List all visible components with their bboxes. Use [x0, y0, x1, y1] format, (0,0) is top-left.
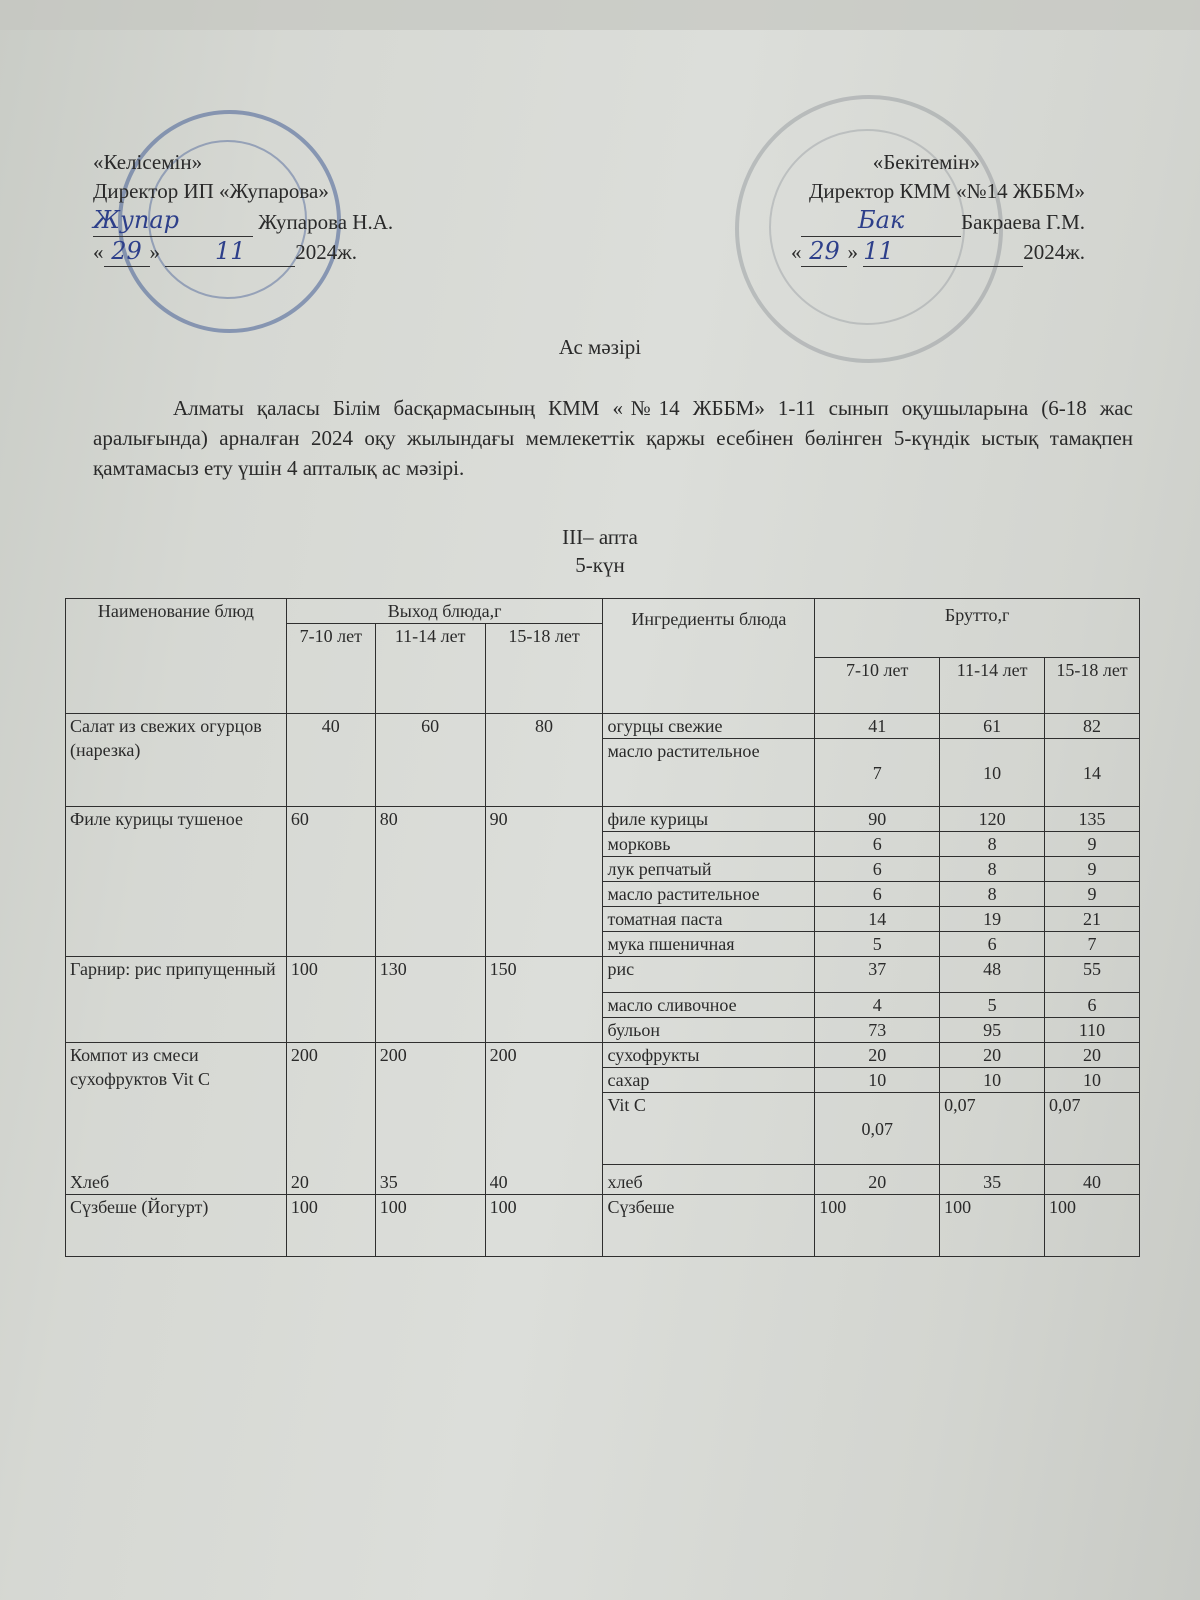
brutto-value: 40 — [1045, 1165, 1140, 1195]
ingredient-name: масло растительное — [603, 882, 815, 907]
ingredient-name: масло сливочное — [603, 993, 815, 1018]
dish-name-secondary: Хлеб — [70, 1172, 110, 1192]
brutto-value: 37 — [815, 957, 940, 993]
header-brutto-age: 15-18 лет — [1045, 658, 1140, 714]
ingredient-name: морковь — [603, 832, 815, 857]
brutto-value: 110 — [1045, 1018, 1140, 1043]
approval-title: «Келісемін» — [93, 150, 203, 174]
brutto-value: 20 — [815, 1043, 940, 1068]
dish-output: 100 — [286, 957, 375, 1043]
dish-output: 100 — [485, 1195, 603, 1257]
header-output-age: 15-18 лет — [485, 624, 603, 714]
brutto-value: 6 — [815, 882, 940, 907]
brutto-value: 21 — [1045, 907, 1140, 932]
header-output-age: 7-10 лет — [286, 624, 375, 714]
brutto-value: 100 — [940, 1195, 1045, 1257]
dish-output-cell — [286, 1043, 375, 1195]
menu-table — [65, 598, 1140, 1257]
dish-name: Гарнир: рис припущенный — [66, 957, 287, 1043]
dish-output: 40 — [286, 714, 375, 807]
table-row — [66, 957, 1140, 993]
document-title: Ас мәзірі — [558, 335, 642, 359]
dish-name: Салат из свежих огурцов (нарезка) — [66, 714, 287, 807]
approval-position: Директор КММ «№14 ЖББМ» — [809, 179, 1085, 203]
brutto-value: 90 — [815, 807, 940, 832]
table-row — [66, 1195, 1140, 1257]
approval-position: Директор ИП «Жупарова» — [93, 179, 329, 203]
brutto-value: 9 — [1045, 857, 1140, 882]
dish-output-cell — [485, 1043, 603, 1195]
brutto-value: 8 — [940, 882, 1045, 907]
brutto-value: 19 — [940, 907, 1045, 932]
brutto-value: 7 — [1045, 932, 1140, 957]
brutto-value: 5 — [940, 993, 1045, 1018]
ingredient-name: филе курицы — [603, 807, 815, 832]
brutto-value: 8 — [940, 832, 1045, 857]
ingredient-name: Vit C — [603, 1093, 815, 1165]
brutto-value: 6 — [815, 832, 940, 857]
page-top-shadow — [0, 0, 1200, 30]
ingredient-name: бульон — [603, 1018, 815, 1043]
brutto-value: 48 — [940, 957, 1045, 993]
table-row — [66, 1043, 1140, 1068]
approval-day: 29 — [104, 237, 150, 267]
ingredient-name: рис — [603, 957, 815, 993]
dish-output: 200 — [489, 1045, 517, 1065]
ingredient-name: томатная паста — [603, 907, 815, 932]
dish-output-secondary: 20 — [290, 1172, 309, 1192]
approval-year: 2024ж. — [1023, 240, 1085, 264]
approval-month: 11 — [165, 237, 295, 267]
brutto-value: 0,07 — [815, 1093, 940, 1165]
brutto-value: 14 — [815, 907, 940, 932]
ingredient-name: Сүзбеше — [603, 1195, 815, 1257]
ingredient-name: огурцы свежие — [603, 714, 815, 739]
brutto-value: 20 — [1045, 1043, 1140, 1068]
table-row — [66, 714, 1140, 739]
header-brutto: Брутто,г — [815, 599, 1140, 658]
brutto-value: 120 — [940, 807, 1045, 832]
brutto-value: 10 — [815, 1068, 940, 1093]
approval-name: Жупарова Н.А. — [258, 210, 394, 234]
header-output-age: 11-14 лет — [375, 624, 485, 714]
dish-output: 90 — [485, 807, 603, 957]
brutto-value: 7 — [815, 739, 940, 807]
dish-name: Сүзбеше (Йогурт) — [66, 1195, 287, 1257]
brutto-value: 14 — [1045, 739, 1140, 807]
ingredient-name: сахар — [603, 1068, 815, 1093]
dish-output: 60 — [286, 807, 375, 957]
dish-output: 80 — [375, 807, 485, 957]
approval-title: «Бекітемін» — [872, 150, 980, 174]
brutto-value: 6 — [1045, 993, 1140, 1018]
brutto-value: 0,07 — [940, 1093, 1045, 1165]
ingredient-name: лук репчатый — [603, 857, 815, 882]
brutto-value: 9 — [1045, 882, 1140, 907]
brutto-value: 100 — [815, 1195, 940, 1257]
dish-output: 100 — [286, 1195, 375, 1257]
brutto-value: 10 — [940, 739, 1045, 807]
dish-output: 150 — [485, 957, 603, 1043]
header-output: Выход блюда,г — [286, 599, 603, 624]
brutto-value: 61 — [940, 714, 1045, 739]
approval-day: 29 — [801, 237, 847, 267]
brutto-value: 10 — [1045, 1068, 1140, 1093]
dish-output-secondary: 40 — [489, 1172, 508, 1192]
brutto-value: 9 — [1045, 832, 1140, 857]
brutto-value: 35 — [940, 1165, 1045, 1195]
brutto-value: 5 — [815, 932, 940, 957]
table-row — [66, 807, 1140, 832]
brutto-value: 95 — [940, 1018, 1045, 1043]
header-brutto-age: 11-14 лет — [940, 658, 1045, 714]
brutto-value: 8 — [940, 857, 1045, 882]
brutto-value: 41 — [815, 714, 940, 739]
brutto-value: 100 — [1045, 1195, 1140, 1257]
signature-line — [801, 206, 961, 237]
brutto-value: 73 — [815, 1018, 940, 1043]
header-ingredients: Ингредиенты блюда — [603, 599, 815, 714]
brutto-value: 20 — [815, 1165, 940, 1195]
ingredient-name: мука пшеничная — [603, 932, 815, 957]
dish-name: Филе курицы тушеное — [66, 807, 287, 957]
signature: Жупар — [93, 206, 180, 234]
ingredient-name: хлеб — [603, 1165, 815, 1195]
dish-output: 60 — [375, 714, 485, 807]
dish-output: 200 — [290, 1045, 318, 1065]
approval-name: Бакраева Г.М. — [961, 210, 1085, 234]
intro-paragraph: Алматы қаласы Білім басқармасының КММ «№14 ЖББМ» 1-11 сынып оқушыларына (6-18 жас аралығында) арналған 2024 оқу жылындағы мемлекеттік қаржы есебінен бөлінген 5-күндік ыстық тамақпен қамтамасыз ету үшін 4 апталық ас мәзірі. — [93, 396, 1133, 480]
signature: Бак — [857, 206, 905, 234]
header-dish-name: Наименование блюд — [66, 599, 287, 714]
brutto-value: 10 — [940, 1068, 1045, 1093]
approval-year: 2024ж. — [295, 240, 358, 264]
dish-output: 80 — [485, 714, 603, 807]
dish-name: Компот из смеси сухофруктов Vit C — [70, 1045, 211, 1089]
signature-line — [93, 206, 253, 237]
brutto-value: 4 — [815, 993, 940, 1018]
dish-output: 130 — [375, 957, 485, 1043]
approval-block-right: «Бекітемін» Директор КММ «№14 ЖББМ» Бак Бакраева Г.М. « 29 » 11 2024ж. — [725, 148, 1085, 267]
ingredient-name: масло растительное — [603, 739, 815, 807]
brutto-value: 20 — [940, 1043, 1045, 1068]
brutto-value: 135 — [1045, 807, 1140, 832]
dish-output: 100 — [375, 1195, 485, 1257]
dish-output-secondary: 35 — [379, 1172, 398, 1192]
brutto-value: 6 — [815, 857, 940, 882]
brutto-value: 0,07 — [1045, 1093, 1140, 1165]
week-label: III– апта — [562, 525, 638, 549]
ingredient-name: сухофрукты — [603, 1043, 815, 1068]
day-label: 5-күн — [575, 553, 625, 577]
header-brutto-age: 7-10 лет — [815, 658, 940, 714]
dish-output-cell — [375, 1043, 485, 1195]
brutto-value: 55 — [1045, 957, 1140, 993]
week-day-heading — [0, 523, 1200, 579]
approval-block-left: «Келісемін» Директор ИП «Жупарова» Жупар Жупарова Н.А. « 29 » 11 2024ж. — [93, 150, 394, 265]
brutto-value: 6 — [940, 932, 1045, 957]
brutto-value: 82 — [1045, 714, 1140, 739]
dish-output: 200 — [379, 1045, 407, 1065]
dish-name-cell — [66, 1043, 287, 1195]
approval-month: 11 — [863, 237, 1023, 267]
